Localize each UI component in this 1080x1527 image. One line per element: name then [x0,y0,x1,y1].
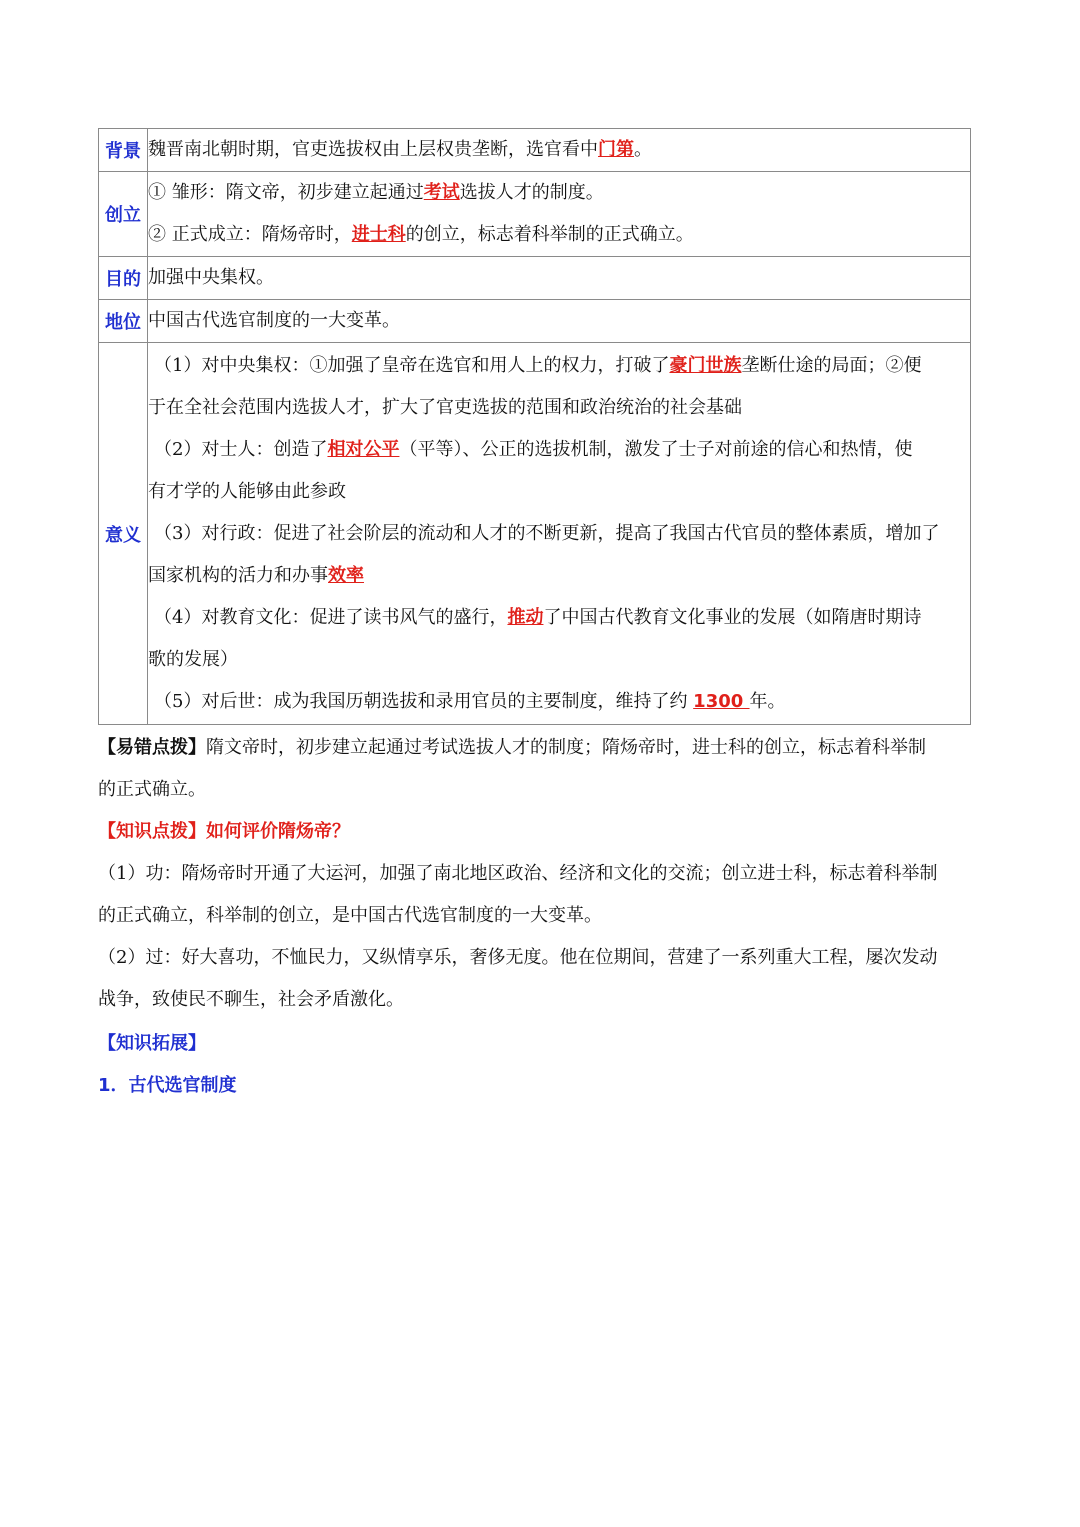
answer-blank: 相对公平 [327,438,400,460]
row-background [99,129,971,172]
significance-item-1-cont: 于在全社会范围内选拔人才，扩大了官吏选拔的范围和政治统治的社会基础 [148,396,742,418]
knowledge-tip [98,811,982,1021]
significance-item-3: （3）对行政：促进了社会阶层的流动和人才的不断更新，提高了我国古代官员的整体素质，增加了 [154,522,940,544]
label-status: 地位 [99,300,148,343]
content-purpose: 加强中央集权。 [148,257,971,300]
content-founding [148,172,971,257]
keju-summary-table [98,128,971,725]
fault-line-2: 战争，致使民不聊生，社会矛盾激化。 [98,989,404,1010]
label-background: 背景 [99,129,148,172]
answer-blank: 门第 [598,139,634,160]
founding-line-2: ② 正式成立：隋炀帝时，进士科的创立，标志着科举制的正式确立。 [148,224,694,245]
knowledge-extension [98,1023,982,1107]
answer-blank: 效率 [328,564,364,586]
significance-item-5: （5）对后世：成为我国历朝选拔和录用官员的主要制度，维持了约 1300 年。 [154,690,786,712]
answer-blank: 进士科 [351,224,406,245]
significance-item-4-cont: 歌的发展） [148,648,238,670]
answer-blank: 推动 [507,606,544,628]
mistake-tip [98,727,982,811]
extension-title: 【知识拓展】 [98,1033,206,1054]
answer-blank: 考试 [423,182,460,203]
content-significance [148,343,971,725]
row-significance [99,343,971,725]
mistake-tip-line-1: 【易错点拨】隋文帝时，初步建立起通过考试选拔人才的制度；隋炀帝时，进士科的创立，标志着科举制 [98,737,926,758]
label-purpose: 目的 [99,257,148,300]
answer-blank: 1300 [693,690,750,712]
merit-line-2: 的正式确立，科举制的创立，是中国古代选官制度的一大变革。 [98,905,602,926]
label-founding: 创立 [99,172,148,257]
fault-line-1: （2）过：好大喜功，不恤民力，又纵情享乐，奢侈无度。他在位期间，营建了一系列重大工程，屡次发动 [98,947,938,968]
merit-line-1: （1）功：隋炀帝时开通了大运河，加强了南北地区政治、经济和文化的交流；创立进士科，标志着科举制 [98,863,938,884]
extension-item-1: 1．古代选官制度 [98,1075,237,1096]
significance-item-3-cont: 国家机构的活力和办事效率 [148,564,364,586]
significance-item-2-cont: 有才学的人能够由此参政 [148,480,346,502]
label-significance: 意义 [99,343,148,725]
significance-item-2: （2）对士人：创造了相对公平（平等）、公正的选拔机制，激发了士子对前途的信心和热情，使 [154,438,913,460]
content-background: 魏晋南北朝时期，官吏选拔权由上层权贵垄断，选官看中门第。 [148,129,971,172]
answer-blank: 豪门世族 [669,354,742,376]
founding-line-1: ① 雏形：隋文帝，初步建立起通过考试选拔人才的制度。 [148,182,604,203]
content-status: 中国古代选官制度的一大变革。 [148,300,971,343]
significance-item-1: （1）对中央集权：①加强了皇帝在选官和用人上的权力，打破了豪门世族垄断仕途的局面；②便 [154,354,922,376]
row-status [99,300,971,343]
mistake-tip-label: 【易错点拨】 [98,737,206,758]
mistake-tip-line-2: 的正式确立。 [98,779,206,800]
row-founding [99,172,971,257]
knowledge-tip-title: 【知识点拨】如何评价隋炀帝？ [98,821,350,842]
row-purpose [99,257,971,300]
significance-item-4: （4）对教育文化：促进了读书风气的盛行，推动了中国古代教育文化事业的发展（如隋唐时期诗 [154,606,922,628]
